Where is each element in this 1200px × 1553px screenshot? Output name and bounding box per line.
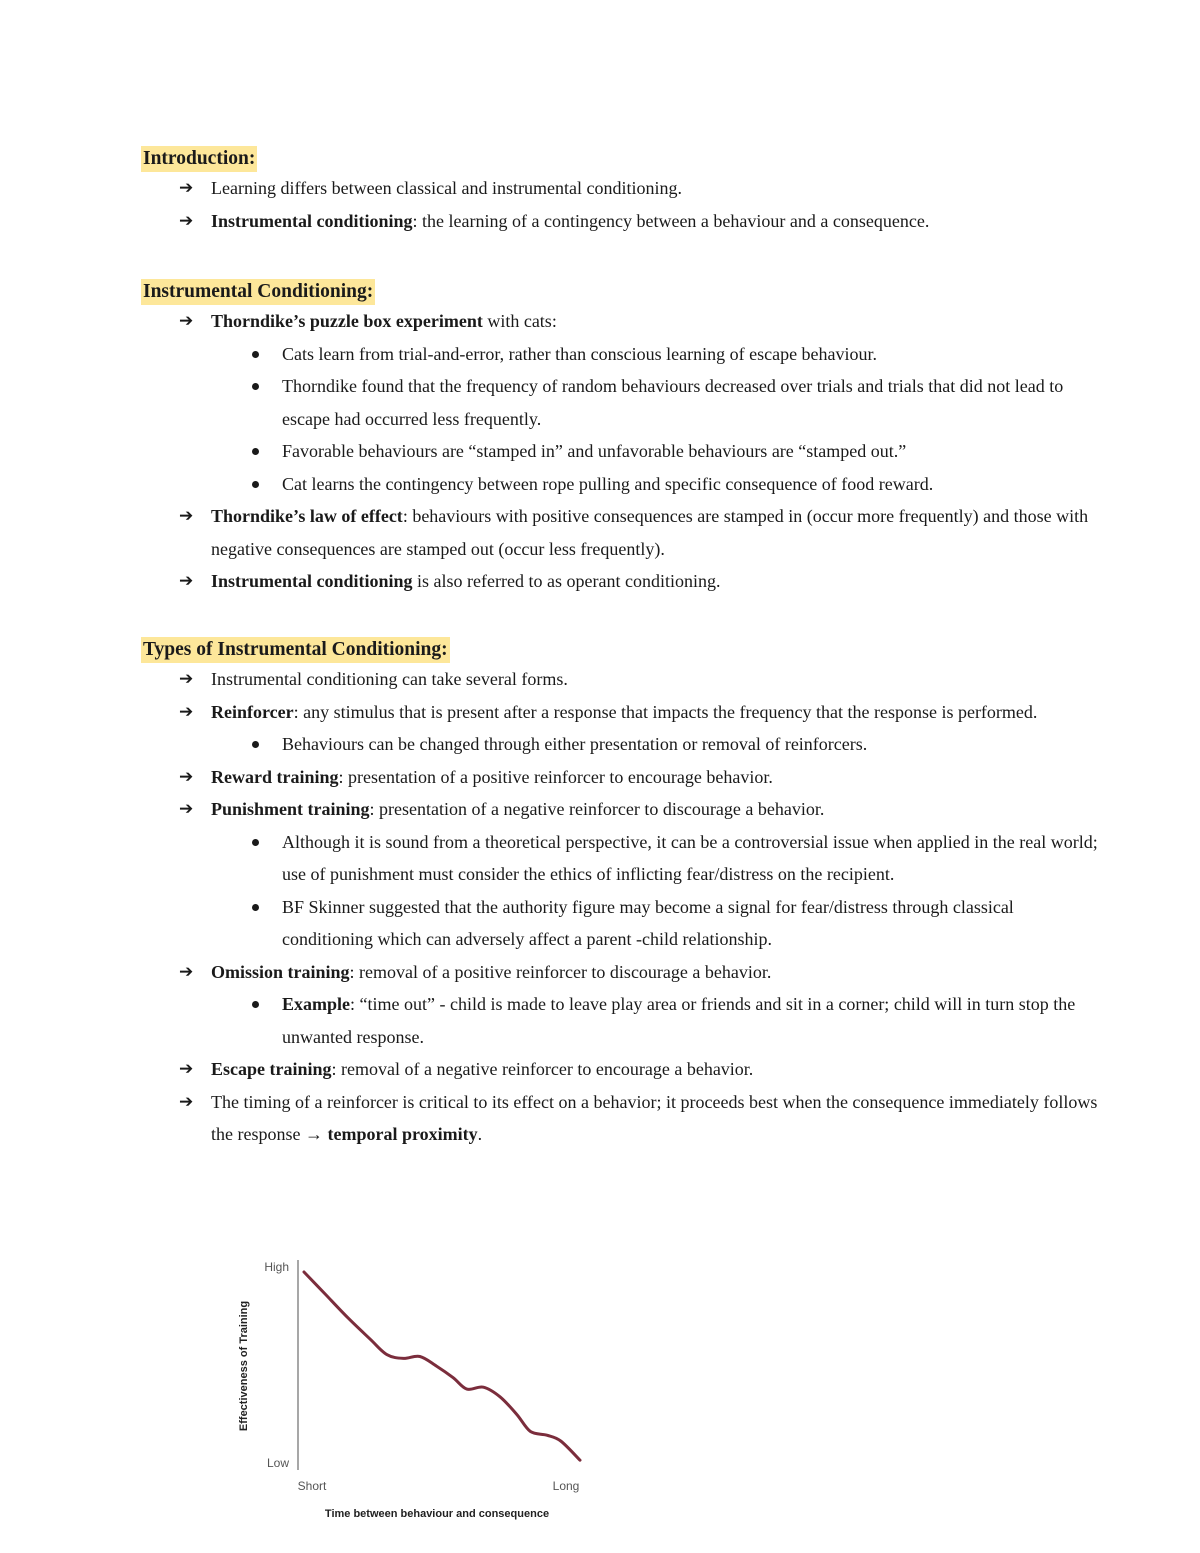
bullet-item — [141, 1086, 1101, 1151]
item-text: Cats learn from trial-and-error, rather than conscious learning of escape behaviour. — [282, 343, 878, 364]
bullet-list — [141, 305, 1101, 598]
arrow-bullet-icon: ➔ — [179, 1059, 194, 1078]
dot-bullet-icon — [252, 741, 259, 748]
y-axis-label: Effectiveness of Training — [238, 1300, 250, 1432]
dot-bullet-icon — [252, 839, 259, 846]
bullet-list — [141, 172, 1101, 237]
sub-bullet-item — [141, 338, 1101, 371]
item-text: Thorndike found that the frequency of random behaviours decreased over trials and trials that did not lead to escape had occurred less frequently. — [282, 376, 1064, 429]
arrow-bullet-icon: ➔ — [179, 961, 194, 981]
arrow-bullet-icon: ➔ — [179, 766, 194, 786]
item-text: Cat learns the contingency between rope pulling and specific consequence of food reward. — [282, 473, 934, 494]
section-heading: Introduction: — [141, 146, 257, 172]
bold-term: Example — [282, 994, 351, 1014]
sub-bullet-item — [141, 826, 1101, 891]
sub-bullet-item — [141, 988, 1101, 1053]
item-text: BF Skinner suggested that the authority figure may become a signal for fear/distress through classical conditioning which can adversely affect a parent -child relationship. — [282, 896, 1014, 949]
item-text: : behaviours with positive consequences are stamped in (occur more frequently) and those with negative consequences are stamped out (occur less frequently). — [211, 506, 1089, 559]
item-text: Behaviours can be changed through either presentation or removal of reinforcers. — [282, 734, 868, 754]
item-text: : presentation of a negative reinforcer to discourage a behavior. — [369, 799, 825, 819]
y-tick-label-high: High — [264, 1260, 289, 1274]
bullet-item — [141, 761, 1101, 794]
bold-term: Reward training — [211, 766, 339, 787]
item-text: : removal of a positive reinforcer to discourage a behavior. — [349, 961, 772, 982]
item-text: Learning differs between classical and instrumental conditioning. — [211, 178, 683, 198]
bullet-item — [141, 205, 1101, 238]
bold-term: Thorndike’s law of effect — [211, 506, 403, 526]
item-text: : removal of a negative reinforcer to encourage a behavior. — [331, 1059, 754, 1079]
item-text: with cats: — [482, 311, 557, 331]
bullet-item — [141, 565, 1101, 598]
bold-term: Instrumental conditioning — [211, 210, 413, 231]
dot-bullet-icon — [252, 448, 259, 455]
bold-term: Thorndike’s puzzle box experiment — [211, 311, 483, 331]
section-instrumental-conditioning — [141, 279, 1101, 598]
item-text: is also referred to as operant conditioning. — [412, 571, 721, 591]
arrow-bullet-icon: ➔ — [179, 1091, 194, 1111]
bold-term: Reinforcer — [211, 701, 294, 722]
sub-bullet-item — [141, 435, 1101, 468]
bullet-item — [141, 696, 1101, 729]
bullet-item — [141, 956, 1101, 989]
arrow-bullet-icon: ➔ — [179, 701, 194, 721]
section-heading: Types of Instrumental Conditioning: — [141, 637, 450, 663]
dot-bullet-icon — [252, 481, 259, 488]
arrow-bullet-icon: ➔ — [179, 669, 194, 688]
arrow-bullet-icon: ➔ — [179, 210, 194, 230]
item-text: Instrumental conditioning can take several forms. — [211, 669, 568, 689]
section-types-of-instrumental-conditioning — [141, 637, 1101, 1151]
x-axis-label: Time between behaviour and consequence — [324, 1508, 550, 1520]
item-text: Although it is sound from a theoretical perspective, it can be a controversial issue when applied in the real world; use of punishment must consider the ethics of inflicting fear/distress on the recipient. — [282, 831, 1098, 884]
x-tick-label-short: Short — [297, 1479, 327, 1493]
bullet-item — [141, 500, 1101, 565]
bold-term: Escape training — [211, 1059, 332, 1079]
section-heading: Instrumental Conditioning: — [141, 279, 375, 305]
series-line — [304, 1272, 580, 1460]
bold-term: Instrumental conditioning — [211, 571, 413, 591]
arrow-bullet-icon: ➔ — [179, 311, 194, 330]
dot-bullet-icon — [252, 351, 259, 358]
bullet-item — [141, 663, 1101, 696]
item-text: : any stimulus that is present after a response that impacts the frequency that the response is performed. — [293, 701, 1038, 722]
dot-bullet-icon — [252, 1001, 259, 1008]
arrow-bullet-icon: ➔ — [179, 571, 194, 590]
bold-term: Punishment training — [211, 799, 370, 819]
item-text: : the learning of a contingency between a behaviour and a consequence. — [412, 210, 930, 231]
arrow-bullet-icon: ➔ — [179, 799, 194, 818]
bold-term: Omission training — [211, 961, 350, 982]
section-introduction — [141, 146, 1101, 237]
item-text: : “time out” - child is made to leave play area or friends and sit in a corner; child will in turn stop the unwanted response. — [282, 994, 1076, 1047]
dot-bullet-icon — [252, 904, 259, 911]
bullet-item — [141, 793, 1101, 826]
dot-bullet-icon — [252, 383, 259, 390]
bold-term: temporal proximity — [327, 1124, 478, 1144]
x-tick-label-long: Long — [552, 1479, 580, 1493]
bullet-item — [141, 305, 1101, 338]
sub-bullet-item — [141, 468, 1101, 501]
arrow-bullet-icon: ➔ — [179, 178, 194, 197]
arrow-bullet-icon: ➔ — [179, 506, 194, 525]
sub-bullet-item — [141, 728, 1101, 761]
item-text-tail: . — [477, 1124, 483, 1144]
sub-bullet-item — [141, 370, 1101, 435]
bullet-item — [141, 1053, 1101, 1086]
item-text: The timing of a reinforcer is critical to its effect on a behavior; it proceeds best when the consequence immediately follows the response → — [211, 1091, 1098, 1144]
effectiveness-chart — [230, 1248, 610, 1528]
y-tick-label-low: Low — [266, 1456, 289, 1470]
item-text: : presentation of a positive reinforcer to encourage behavior. — [338, 766, 773, 787]
item-text: Favorable behaviours are “stamped in” and unfavorable behaviours are “stamped out.” — [282, 441, 907, 461]
bullet-list — [141, 663, 1101, 1151]
sub-bullet-item — [141, 891, 1101, 956]
bullet-item — [141, 172, 1101, 205]
